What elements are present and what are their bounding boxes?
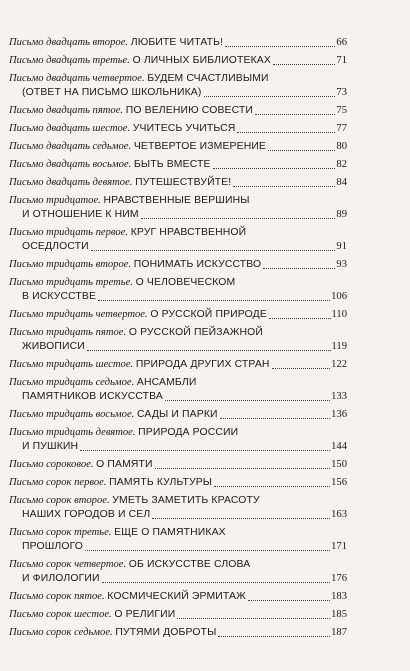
toc-entry xyxy=(9,140,347,158)
page-number: 77 xyxy=(336,123,347,134)
toc-entry-line xyxy=(9,508,347,522)
page-number: 91 xyxy=(336,241,347,252)
letter-number: Письмо тридцать второе. xyxy=(9,259,132,270)
toc-entry xyxy=(9,158,347,176)
letter-title: ПРИРОДА ДРУГИХ СТРАН xyxy=(135,359,270,370)
dot-leader xyxy=(98,300,330,301)
toc-entry xyxy=(9,72,347,104)
dot-leader xyxy=(165,400,330,401)
toc-entry-line xyxy=(9,340,347,354)
letter-title: ОБ ИСКУССТВЕ СЛОВА xyxy=(128,559,251,570)
letter-number: Письмо двадцать восьмое. xyxy=(9,159,132,170)
dot-leader xyxy=(233,186,335,187)
dot-leader xyxy=(80,450,330,451)
letter-number: Письмо сорок седьмое. xyxy=(9,627,113,638)
dot-leader xyxy=(248,600,330,601)
page-number: 185 xyxy=(331,609,347,620)
toc-entry-line xyxy=(9,176,347,190)
letter-number: Письмо двадцать четвертое. xyxy=(9,73,145,84)
dot-leader xyxy=(91,250,336,251)
dot-leader xyxy=(218,636,330,637)
letter-title: В ИСКУССТВЕ xyxy=(22,291,97,302)
letter-title: ЧЕТВЕРТОЕ ИЗМЕРЕНИЕ xyxy=(133,141,267,152)
letter-title: КРУГ НРАВСТВЕННОЙ xyxy=(130,227,247,238)
toc-entry-line xyxy=(9,476,347,490)
table-of-contents xyxy=(9,36,347,644)
page-number: 156 xyxy=(331,477,347,488)
dot-leader xyxy=(177,618,330,619)
dot-leader xyxy=(155,468,330,469)
letter-number: Письмо тридцать восьмое. xyxy=(9,409,135,420)
toc-entry xyxy=(9,36,347,54)
letter-title: УЧИТЕСЬ УЧИТЬСЯ xyxy=(132,123,236,134)
letter-number: Письмо тридцать шестое. xyxy=(9,359,134,370)
page-number: 71 xyxy=(336,55,347,66)
dot-leader xyxy=(269,318,331,319)
letter-title: И ФИЛОЛОГИИ xyxy=(22,573,100,584)
toc-entry-line xyxy=(9,72,347,86)
letter-number: Письмо тридцать четвертое. xyxy=(9,309,148,320)
toc-entry xyxy=(9,54,347,72)
letter-title: О ПАМЯТИ xyxy=(96,459,153,470)
letter-number: Письмо тридцать третье. xyxy=(9,277,133,288)
toc-entry-line xyxy=(9,140,347,154)
toc-entry xyxy=(9,494,347,526)
toc-entry xyxy=(9,626,347,644)
toc-entry-line xyxy=(9,626,347,640)
page-number: 66 xyxy=(336,37,347,48)
toc-entry xyxy=(9,526,347,558)
toc-entry-line xyxy=(9,240,347,254)
dot-leader xyxy=(87,350,331,351)
toc-entry-line xyxy=(9,494,347,508)
letter-title: БЫТЬ ВМЕСТЕ xyxy=(133,159,211,170)
letter-title: О РЕЛИГИИ xyxy=(114,609,176,620)
toc-entry-line xyxy=(9,572,347,586)
toc-entry-line xyxy=(9,558,347,572)
page-number: 133 xyxy=(331,391,347,402)
letter-title: КОСМИЧЕСКИЙ ЭРМИТАЖ xyxy=(107,591,246,602)
letter-title: ПРОШЛОГО xyxy=(22,541,84,552)
toc-entry-line xyxy=(9,408,347,422)
letter-number: Письмо сорок третье. xyxy=(9,527,112,538)
letter-number: Письмо тридцать пятое. xyxy=(9,327,127,338)
letter-title: О РУССКОЙ ПРИРОДЕ xyxy=(150,309,267,320)
letter-title: НРАВСТВЕННЫЕ ВЕРШИНЫ xyxy=(103,195,250,206)
dot-leader xyxy=(204,96,336,97)
toc-entry-line xyxy=(9,104,347,118)
toc-entry-line xyxy=(9,440,347,454)
letter-title: ПУТЕШЕСТВУЙТЕ! xyxy=(135,177,232,188)
letter-number: Письмо двадцать третье. xyxy=(9,55,130,66)
letter-number: Письмо тридцать первое. xyxy=(9,227,129,238)
page-number: 171 xyxy=(331,541,347,552)
letter-title: ПУТЯМИ ДОБРОТЫ xyxy=(115,627,217,638)
page-number: 122 xyxy=(331,359,347,370)
toc-entry-line xyxy=(9,358,347,372)
toc-entry xyxy=(9,358,347,376)
toc-entry xyxy=(9,122,347,140)
page-number: 93 xyxy=(336,259,347,270)
toc-entry xyxy=(9,590,347,608)
toc-entry xyxy=(9,458,347,476)
toc-entry-line xyxy=(9,426,347,440)
toc-entry-line xyxy=(9,54,347,68)
toc-entry-line xyxy=(9,540,347,554)
letter-title: О ЧЕЛОВЕЧЕСКОМ xyxy=(135,277,236,288)
letter-number: Письмо двадцать шестое. xyxy=(9,123,131,134)
toc-entry-line xyxy=(9,290,347,304)
page-number: 183 xyxy=(331,591,347,602)
letter-number: Письмо двадцать второе. xyxy=(9,37,129,48)
toc-entry xyxy=(9,226,347,258)
page-number: 150 xyxy=(331,459,347,470)
dot-leader xyxy=(213,168,336,169)
toc-entry xyxy=(9,176,347,194)
toc-entry-line xyxy=(9,608,347,622)
letter-title: ПО ВЕЛЕНИЮ СОВЕСТИ xyxy=(125,105,254,116)
letter-number: Письмо тридцать седьмое. xyxy=(9,377,135,388)
toc-entry-line xyxy=(9,308,347,322)
page-number: 80 xyxy=(336,141,347,152)
letter-title: АНСАМБЛИ xyxy=(136,377,197,388)
page-number: 144 xyxy=(331,441,347,452)
toc-entry xyxy=(9,376,347,408)
letter-title: ПРИРОДА РОССИИ xyxy=(138,427,239,438)
toc-entry-line xyxy=(9,458,347,472)
dot-leader xyxy=(273,64,335,65)
letter-title: БУДЕМ СЧАСТЛИВЫМИ xyxy=(147,73,269,84)
toc-entry xyxy=(9,558,347,590)
letter-title: ПОНИМАТЬ ИСКУССТВО xyxy=(133,259,262,270)
toc-entry xyxy=(9,194,347,226)
letter-number: Письмо сорок второе. xyxy=(9,495,110,506)
toc-entry-line xyxy=(9,526,347,540)
letter-title: ПАМЯТНИКОВ ИСКУССТВА xyxy=(22,391,163,402)
page-number: 136 xyxy=(331,409,347,420)
dot-leader xyxy=(152,518,330,519)
page-number: 106 xyxy=(331,291,347,302)
page-number: 73 xyxy=(336,87,347,98)
dot-leader xyxy=(102,582,330,583)
toc-entry-line xyxy=(9,86,347,100)
page-number: 110 xyxy=(331,309,347,320)
toc-entry xyxy=(9,326,347,358)
toc-entry-line xyxy=(9,158,347,172)
toc-entry-line xyxy=(9,122,347,136)
toc-entry xyxy=(9,258,347,276)
page-number: 82 xyxy=(336,159,347,170)
letter-number: Письмо сорок пятое. xyxy=(9,591,105,602)
toc-entry-line xyxy=(9,208,347,222)
toc-entry xyxy=(9,608,347,626)
letter-title: И ОТНОШЕНИЕ К НИМ xyxy=(22,209,139,220)
toc-entry xyxy=(9,104,347,122)
letter-title: ЕЩЕ О ПАМЯТНИКАХ xyxy=(114,527,226,538)
letter-title: О РУССКОЙ ПЕЙЗАЖНОЙ xyxy=(128,327,264,338)
letter-number: Письмо сорок первое. xyxy=(9,477,107,488)
dot-leader xyxy=(268,150,335,151)
letter-title: ОСЕДЛОСТИ xyxy=(22,241,89,252)
dot-leader xyxy=(255,114,335,115)
toc-entry-line xyxy=(9,194,347,208)
page-number: 89 xyxy=(336,209,347,220)
dot-leader xyxy=(263,268,335,269)
toc-entry-line xyxy=(9,226,347,240)
dot-leader xyxy=(141,218,336,219)
letter-title: НАШИХ ГОРОДОВ И СЕЛ xyxy=(22,509,151,520)
letter-title: О ЛИЧНЫХ БИБЛИОТЕКАХ xyxy=(132,55,271,66)
page-number: 75 xyxy=(336,105,347,116)
dot-leader xyxy=(237,132,335,133)
toc-entry-line xyxy=(9,36,347,50)
toc-entry xyxy=(9,308,347,326)
letter-number: Письмо сороковое. xyxy=(9,459,94,470)
dot-leader xyxy=(85,550,330,551)
toc-entry-line xyxy=(9,390,347,404)
letter-number: Письмо сорок четвертое. xyxy=(9,559,127,570)
toc-entry xyxy=(9,476,347,494)
toc-entry xyxy=(9,408,347,426)
letter-title: ПАМЯТЬ КУЛЬТУРЫ xyxy=(109,477,213,488)
toc-entry-line xyxy=(9,326,347,340)
letter-number: Письмо тридцать девятое. xyxy=(9,427,136,438)
page-number: 84 xyxy=(336,177,347,188)
letter-title: ЛЮБИТЕ ЧИТАТЬ! xyxy=(130,37,224,48)
toc-entry-line xyxy=(9,258,347,272)
toc-entry xyxy=(9,426,347,458)
page-number: 119 xyxy=(331,341,347,352)
page-number: 163 xyxy=(331,509,347,520)
letter-title: САДЫ И ПАРКИ xyxy=(136,409,218,420)
dot-leader xyxy=(220,418,330,419)
toc-entry-line xyxy=(9,376,347,390)
letter-title: И ПУШКИН xyxy=(22,441,79,452)
letter-title: ЖИВОПИСИ xyxy=(22,341,85,352)
page-number: 187 xyxy=(331,627,347,638)
toc-entry-line xyxy=(9,590,347,604)
letter-number: Письмо двадцать девятое. xyxy=(9,177,133,188)
letter-number: Письмо двадцать седьмое. xyxy=(9,141,132,152)
dot-leader xyxy=(214,486,330,487)
toc-entry-line xyxy=(9,276,347,290)
toc-entry xyxy=(9,276,347,308)
dot-leader xyxy=(272,368,331,369)
letter-number: Письмо двадцать пятое. xyxy=(9,105,124,116)
letter-title: (ОТВЕТ НА ПИСЬМО ШКОЛЬНИКА) xyxy=(22,87,202,98)
letter-title: УМЕТЬ ЗАМЕТИТЬ КРАСОТУ xyxy=(112,495,260,506)
page-number: 176 xyxy=(331,573,347,584)
letter-number: Письмо сорок шестое. xyxy=(9,609,112,620)
letter-number: Письмо тридцатое. xyxy=(9,195,101,206)
dot-leader xyxy=(225,46,335,47)
